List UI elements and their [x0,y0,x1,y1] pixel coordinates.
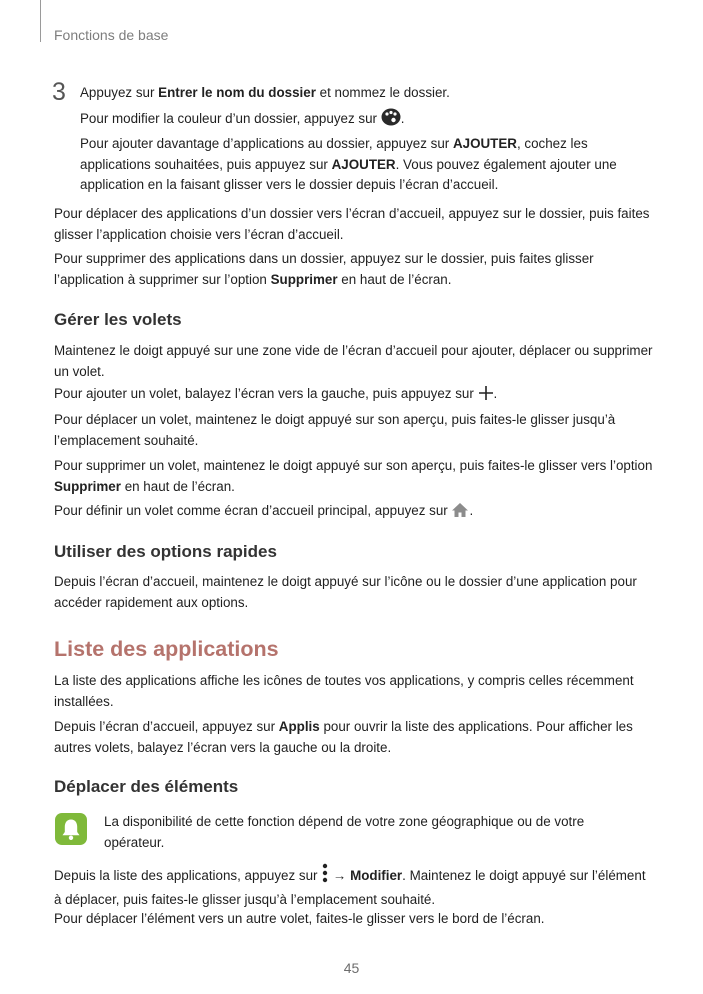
heading-move-items: Déplacer des éléments [54,777,239,796]
heading-manage-panels: Gérer les volets [54,310,182,329]
heading-app-list: Liste des applications [54,637,279,661]
apps-p2: Depuis l’écran d’accueil, appuyez sur Applis pour ouvrir la liste des applications. Pour afficher les autres volets, balayez l’écran vers la gauche ou la droite. [54,719,633,755]
plus-icon [478,385,494,408]
quick-p1: Depuis l’écran d’accueil, maintenez le doigt appuyé sur l’icône ou le dossier d’une application pour accéder rapidement aux options. [54,574,637,610]
availability-note: La disponibilité de cette fonction dépend de votre zone géographique ou de votre opérateur. [104,814,585,850]
panels-p4: Pour supprimer un volet, maintenez le doigt appuyé sur son aperçu, puis faites-le glisser vers l’option Supprimer en haut de l’écran. [54,458,653,494]
panels-p5: Pour définir un volet comme écran d’accueil principal, appuyez sur . [54,501,654,525]
section-header: Fonctions de base [54,27,169,43]
page-number: 45 [343,960,360,976]
step3-line3: Pour ajouter davantage d’applications au dossier, appuyez sur AJOUTER, cochez les applications souhaitées, puis appuyez sur AJOUTER. Vous pouvez également ajouter une application en la faisant glisser vers le dossier depuis l’écran d’accueil. [80,136,617,192]
home-icon [451,502,469,525]
move-items-p1: Depuis la liste des applications, appuyez sur → Modifier. Maintenez le doigt appuyé sur l’élément à déplacer, puis faites-le glisser jusqu’à l’emplacement souhaité. [54,863,654,910]
panels-p2: Pour ajouter un volet, balayez l’écran vers la gauche, puis appuyez sur . [54,384,654,408]
heading-quick-options: Utiliser des options rapides [54,542,277,561]
panels-p3: Pour déplacer un volet, maintenez le doigt appuyé sur son aperçu, puis faites-le glisser jusqu’à l’emplacement souhaité. [54,412,616,448]
step-number: 3 [52,78,66,106]
para-delete: Pour supprimer des applications dans un dossier, appuyez sur le dossier, puis faites glisser l’application à supprimer sur l’option Supprimer en haut de l’écran. [54,251,594,287]
apps-p1: La liste des applications affiche les icônes de toutes vos applications, y compris celles récemment installées. [54,673,634,709]
para-move-out: Pour déplacer des applications d’un dossier vers l’écran d’accueil, appuyez sur le dossier, puis faites glisser l’application choisie vers l’écran d’accueil. [54,206,650,242]
palette-icon [381,108,401,133]
step3-line1: Appuyez sur Entrer le nom du dossier et nommez le dossier. [80,85,450,100]
step3-line2: Pour modifier la couleur d’un dossier, appuyez sur . [80,108,660,133]
move-items-p2: Pour déplacer l’élément vers un autre volet, faites-le glisser vers le bord de l’écran. [54,911,545,926]
panels-p1: Maintenez le doigt appuyé sur une zone vide de l’écran d’accueil pour ajouter, déplacer ou supprimer un volet. [54,343,653,379]
margin-rule [40,0,41,42]
bell-icon [55,813,87,845]
